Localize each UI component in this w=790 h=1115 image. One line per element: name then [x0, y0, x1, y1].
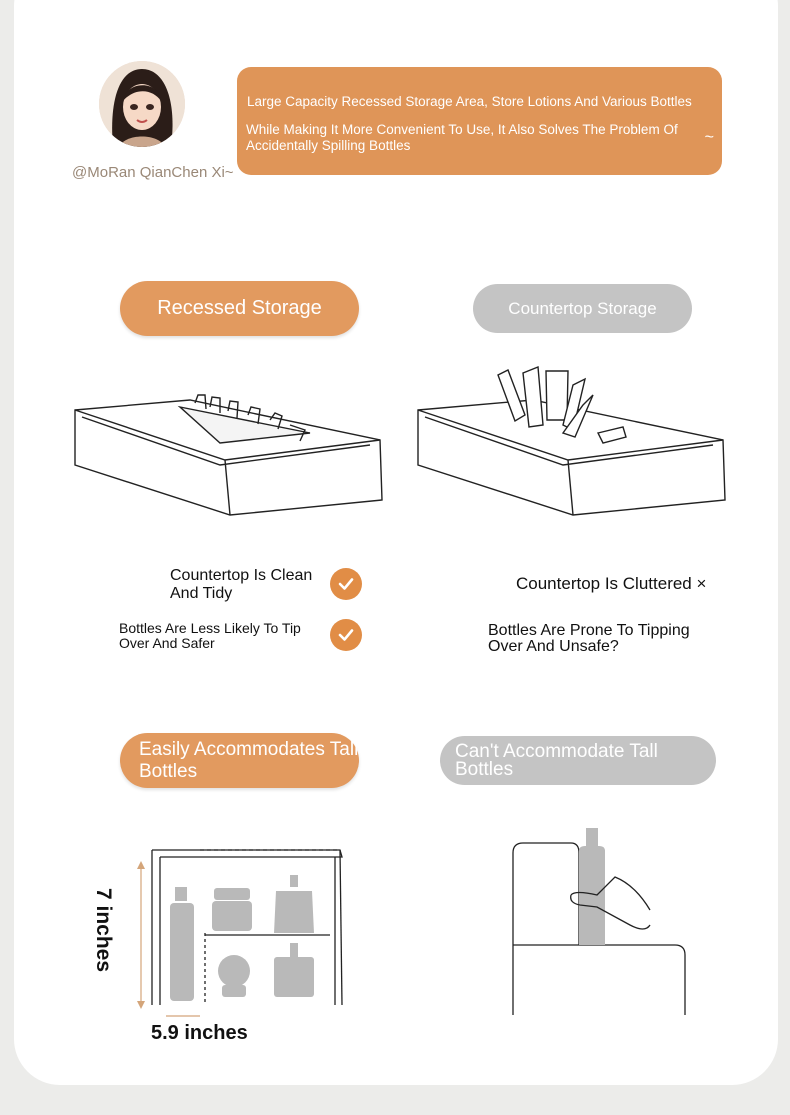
tall-bottles-pro-label: Easily Accommodates Tall Bottles: [120, 733, 359, 788]
recessed-storage-illustration: [70, 385, 390, 525]
check-icon: [330, 568, 362, 600]
avatar-illustration: [99, 61, 185, 147]
width-dimension: 5.9 inches: [151, 1022, 248, 1044]
countertop-tall-bottle-illustration: [505, 825, 695, 1020]
pro-safe: Bottles Are Less Likely To Tip Over And Safer: [119, 620, 301, 651]
countertop-storage-illustration: [413, 365, 733, 525]
check-icon: [330, 619, 362, 651]
username: @MoRan QianChen Xi~: [72, 164, 234, 181]
comment-bubble: [237, 67, 722, 175]
height-dimension: 7 inches: [92, 888, 115, 973]
comment-line-1: Large Capacity Recessed Storage Area, Store Lotions And Various Bottles: [247, 94, 692, 109]
recessed-shelf-illustration: [130, 845, 350, 1025]
recessed-storage-label: Recessed Storage: [120, 281, 359, 336]
countertop-storage-label: Countertop Storage: [473, 284, 692, 333]
avatar: [99, 61, 185, 147]
tall-bottles-con-label: Can't Accommodate Tall Bottles: [440, 736, 716, 785]
con-unsafe: Bottles Are Prone To Tipping Over And Unsafe?: [488, 622, 690, 655]
comment-suffix: ~: [704, 129, 714, 146]
con-cluttered: Countertop Is Cluttered ×: [516, 574, 707, 593]
comment-line-2: While Making It More Convenient To Use, It Also Solves The Problem Of Accidentally Spilling Bottles: [246, 122, 678, 153]
pro-clean: Countertop Is Clean And Tidy: [170, 567, 313, 602]
